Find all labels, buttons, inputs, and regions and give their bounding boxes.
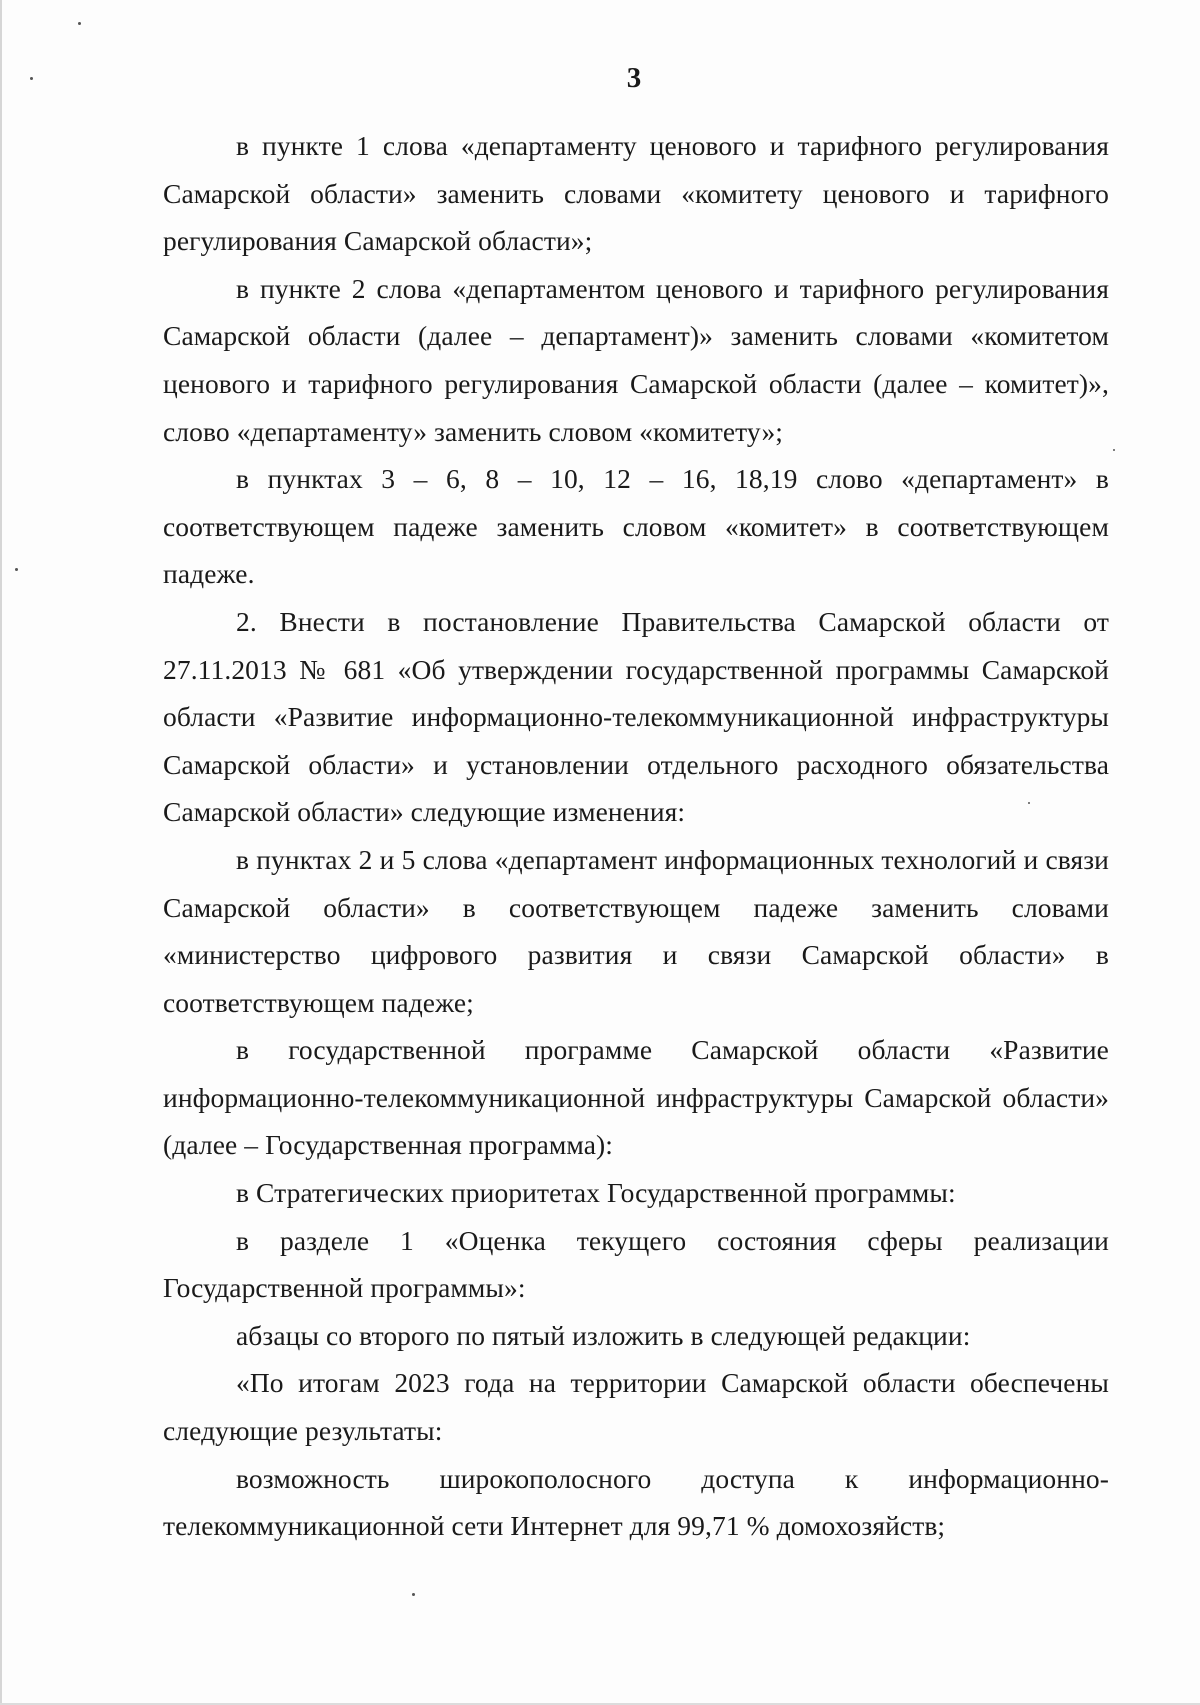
- paragraph: в пункте 2 слова «департаментом ценового и тарифного регулирования Самарской области (далее – департамент)» заменить словами «комитетом ценового и тарифного регулирования Самарской области (далее – комитет)», слово «департаменту» заменить словом «комитету»;: [163, 272, 1109, 447]
- paragraph: в разделе 1 «Оценка текущего состояния сферы реализации Государственной программы»:: [163, 1224, 1109, 1304]
- scan-speck: [15, 568, 18, 571]
- page-number: 3: [626, 62, 642, 94]
- paragraph: «По итогам 2023 года на территории Самарской области обеспечены следующие результаты:: [163, 1367, 1109, 1447]
- paragraph: возможность широкополосного доступа к информационно-телекоммуникационной сети Интернет для 99,71 % домохозяйств;: [163, 1462, 1109, 1542]
- paragraph: в государственной программе Самарской области «Развитие информационно-телекоммуникационной инфраструктуры Самарской области» (далее – Государственная программа):: [163, 1034, 1109, 1161]
- paragraph: в пунктах 3 – 6, 8 – 10, 12 – 16, 18,19 слово «департамент» в соответствующем падеже заменить словом «комитет» в соответствующем падеже.: [163, 463, 1109, 590]
- scan-speck: [412, 1593, 415, 1596]
- paragraph: в пункте 1 слова «департаменту ценового и тарифного регулирования Самарской области» заменить словами «комитету ценового и тарифного регулирования Самарской области»;: [163, 130, 1109, 257]
- scan-speck: [78, 22, 81, 25]
- scan-speck: [1113, 449, 1115, 451]
- paragraph: абзацы со второго по пятый изложить в следующей редакции:: [236, 1319, 971, 1351]
- scan-left-edge: [0, 0, 2, 1705]
- paragraph: в пунктах 2 и 5 слова «департамент информационных технологий и связи Самарской области» в соответствующем падеже заменить словами «министерство цифрового развития и связи Самарской области» в соответствующем падеже;: [163, 843, 1109, 1018]
- paragraph: 2. Внести в постановление Правительства Самарской области от 27.11.2013 № 681 «Об утверждении государственной программы Самарской области «Развитие информационно-телекоммуникационной инфраструктуры Самарской области» и установлении отдельного расходного обязательства Самарской области» следующие изменения:: [163, 605, 1109, 828]
- paragraph: в Стратегических приоритетах Государственной программы:: [236, 1177, 956, 1209]
- document-body: [163, 122, 1109, 1550]
